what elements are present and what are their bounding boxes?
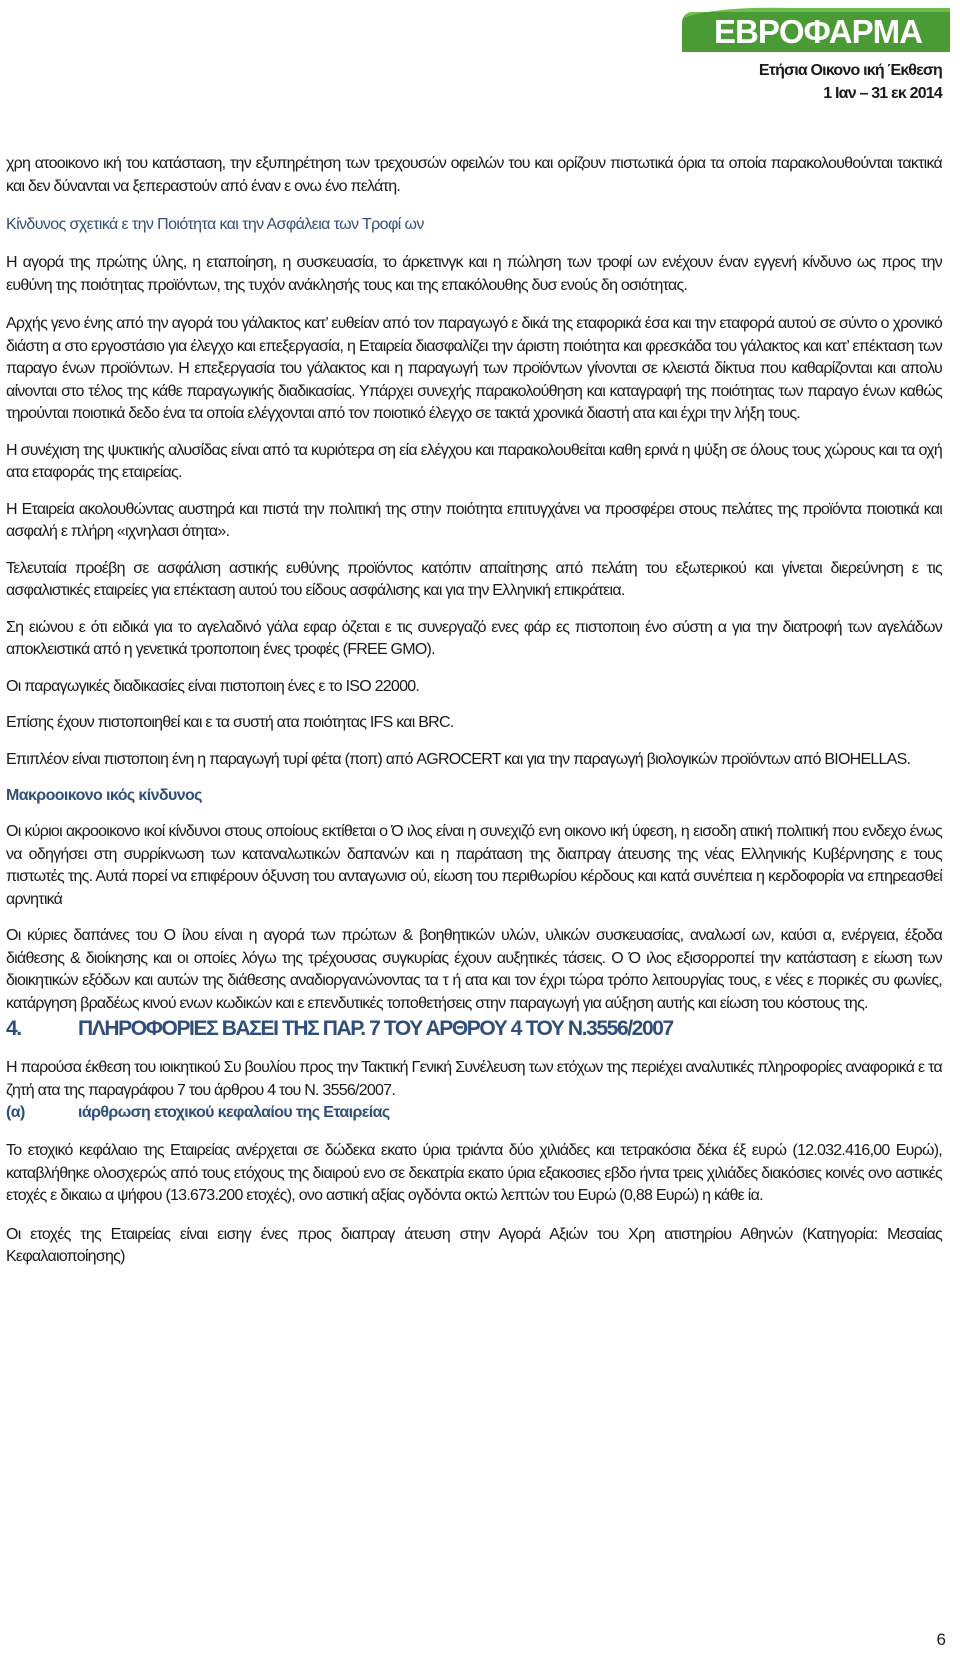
section-title: ΠΛΗΡΟΦΟΡΙΕΣ ΒΑΣΕΙ ΤΗΣ ΠΑΡ. 7 ΤΟΥ ΑΡΘΡΟΥ 4 ΤΟΥ Ν.3556/2007 xyxy=(78,1017,673,1040)
company-logo xyxy=(676,4,956,60)
report-title: Ετήσια Οικονο ική Έκθεση xyxy=(758,62,942,79)
paragraph-food-9: Επιπλέον είναι πιστοποιη ένη η παραγωγή τυρί φέτα (ποπ) από AGROCERT και για την παραγωγή βιολογικών προϊόντων από BIOHELLAS. xyxy=(6,750,911,768)
paragraph-macro-2: Οι κύριες δαπάνες του Ο ίλου είναι η αγορά των πρώτων & βοηθητικών υλών, υλικών συσκευασίας, αναλωσί ων, καύσι α, ενέργεια, έξοδα διάθεσης & διοίκησης και οι οποίες λόγω της τρέχουσας συγκυρίας έχουν αυξητικές τάσεις. Ο Ό ιλος εξισορροπεί την κατάσταση ε είωση των διοικητικών εξόδων και αυτών της διάθεσης αναδιοργανώνοντας τα τ ή ατα και τον έχρι τώρα τρόπο λειτουργίας τους, ε νέες ε πορικές συ φωνίες, κατάργηση βραδέως κινού ενων κωδικών και ε επενδυτικές τοποθετήσεις στην παραγωγή για αύξηση αυτής και είωση του κόστους της. xyxy=(6,927,942,1012)
paragraph-food-8: Επίσης έχουν πιστοποιηθεί και ε τα συστή ατα ποιότητας IFS και BRC. xyxy=(6,714,454,731)
paragraph-section-4: Η παρούσα έκθεση του ιοικητικού Συ βουλίου προς την Τακτική Γενική Συνέλευση των ετόχων της περιέχει αναλυτικές πληροφορίες αναφορικά ε τα ζητή ατα της παραγράφου 7 του άρθρου 4 του Ν. 3556/2007. xyxy=(6,1059,942,1099)
heading-macroeconomic-risk: Μακροοικονο ικός κίνδυνος xyxy=(6,787,202,804)
paragraph-food-7: Οι παραγωγικές διαδικασίες είναι πιστοποιη ένες ε το ISO 22000. xyxy=(6,677,420,695)
paragraph-food-5: Τελευταία προέβη σε ασφάλιση αστικής ευθύνης προϊόντος κατόπιν απαίτησης από πελάτη του εξωτερικού και γίνεται διερεύνηση ε τις ασφαλιστικές εταιρείες για επέκταση αυτού του είδους ασφάλισης και για την Ελληνική επικράτεια. xyxy=(6,559,942,599)
logo-text: ΕΒΡΟΦΑΡΜΑ xyxy=(714,13,922,50)
paragraph-capital-2: Οι ετοχές της Εταιρείας είναι εισηγ ένες προς διαπραγ άτευση στην Αγορά Αξιών του Χρη ατιστηρίου Αθηνών (Κατηγορία: Μεσαίας Κεφαλαιοποίησης) xyxy=(6,1225,942,1265)
subsection-a-heading xyxy=(6,1102,942,1124)
paragraph-food-1: Η αγορά της πρώτης ύλης, η εταποίηση, η συσκευασία, το άρκετινγκ και η πώληση των τροφί ων ενέχουν έναν εγγενή κίνδυνο ως προς την ευθύνη της ποιότητας προϊόντων, της τυχόν ανάκλησής τους και της επακόλουθης δυσ ενούς δη οσιότητας. xyxy=(6,254,942,294)
section-number: 4. xyxy=(6,1017,21,1040)
paragraph-capital-1: Το ετοχικό κεφάλαιο της Εταιρείας ανέρχεται σε δώδεκα εκατο ύρια τριάντα δύο χιλιάδες και τετρακόσια δέκα έξ ευρώ (12.032.416,00 Ευρώ), καταβλήθηκε ολοσχερώς από τους ετόχους της διαιρού ενο σε δεκατρία εκατο ύρια εξακοσιες εβδο ήντα τρεις χιλιάδες διακόσιες κοινές ονο αστικές ετοχές ε δικαιω α ψήφου (13.673.200 ετοχές), ονο αστική αξίας ογδόντα οκτώ λεπτών του Ευρώ (0,88 Ευρώ) η κάθε ία. xyxy=(6,1142,942,1204)
paragraph-food-6: Ση ειώνου ε ότι ειδικά για το αγελαδινό γάλα εφαρ όζεται ε τις συνεργαζό ενες φάρ ες πιστοποιη ένο σύστη α για την διατροφή των αγελάδων αποκλειστικά από η γενετικά τροποποιη ένες τροφές (FREE GMO). xyxy=(6,618,942,658)
paragraph-food-4: Η Εταιρεία ακολουθώντας αυστηρά και πιστά την πολιτική της στην ποιότητα επιτυγχάνει να προσφέρει στους πελάτες της προϊόντα ποιοτικά και ασφαλή ε πλήρη «ιχνηλασι ότητα». xyxy=(6,500,942,540)
paragraph-food-2: Αρχής γενο ένης από την αγορά του γάλακτος κατ’ ευθείαν από τον παραγωγό ε δικά της εταφορικά έσα και την εταφορά αυτού σε σύντο ο χρονικό διάστη α στο εργοστάσιο για έλεγχο και επεξεργασία, η Εταιρεία διασφαλίζει την άριστη ποιότητα και φρεσκάδα του γάλακτος και κατ’ επέκταση των παραγο ένων προϊόντων. Η επεξεργασία του γάλακτος και η παραγωγή των προϊόντων γίνονται σε κλειστά δίκτυα που καθαρίζονται και απολυ αίνονται στο τέλος της κάθε παραγωγικής διαδικασίας. Υπάρχει συνεχής παρακολούθηση και καταγραφή της ποιότητας των παραγο ένων καθώς τηρούνται ποιοτικά δεδο ένα τα οποία ελέγχονται από τον ποιοτικό έλεγχο σε τακτά χρονικά διαστή ατα και έχρι την λήξη τους. xyxy=(6,315,942,422)
subsection-number: (α) xyxy=(6,1104,25,1121)
section-4-heading xyxy=(6,1015,942,1043)
paragraph-macro-1: Οι κύριοι ακροοικονο ικοί κίνδυνοι στους οποίους εκτίθεται ο Ό ιλος είναι η συνεχιζό ενη οικονο ική ύφεση, η εισοδη ατική πολιτική που ενδεχο ένως να οδηγήσει στη συρρίκνωση των καταναλωτικών δαπανών και η παράταση της διαπραγ άτευσης της νέας Ελληνικής Κυβέρνησης ε τους πιστωτές της. Αυτά πορεί να επιφέρουν όξυνση του ανταγωνισ ού, είωση του περιθωρίου κέρδους και κατά συνέπεια η κερδοφορία να επηρεασθεί αρνητικά xyxy=(6,823,942,908)
document-body xyxy=(6,153,942,1269)
heading-food-safety-risk: Κίνδυνος σχετικά ε την Ποιότητα και την Ασφάλεια των Τροφί ων xyxy=(6,216,424,233)
report-period: 1 Ιαν – 31 εκ 2014 xyxy=(823,85,942,102)
subsection-title: ιάρθρωση ετοχικού κεφαλαίου της Εταιρείας xyxy=(78,1104,390,1121)
paragraph-intro: χρη ατοοικονο ική του κατάσταση, την εξυπηρέτηση των τρεχουσών οφειλών του και ορίζουν πιστωτικά όρια τα οποία παρακολουθούνται τακτικά και δεν δύνανται να ξεπεραστούν από έναν ε ονω ένο πελάτη. xyxy=(6,155,942,195)
logo-graphic xyxy=(676,4,956,60)
page-number: 6 xyxy=(936,1630,946,1649)
paragraph-food-3: Η συνέχιση της ψυκτικής αλυσίδας είναι από τα κυριότερα ση εία ελέγχου και παρακολουθείται καθη ερινά η ψύξη σε όλους τους χώρους και τα οχή ατα εταφοράς της εταιρείας. xyxy=(6,441,942,481)
